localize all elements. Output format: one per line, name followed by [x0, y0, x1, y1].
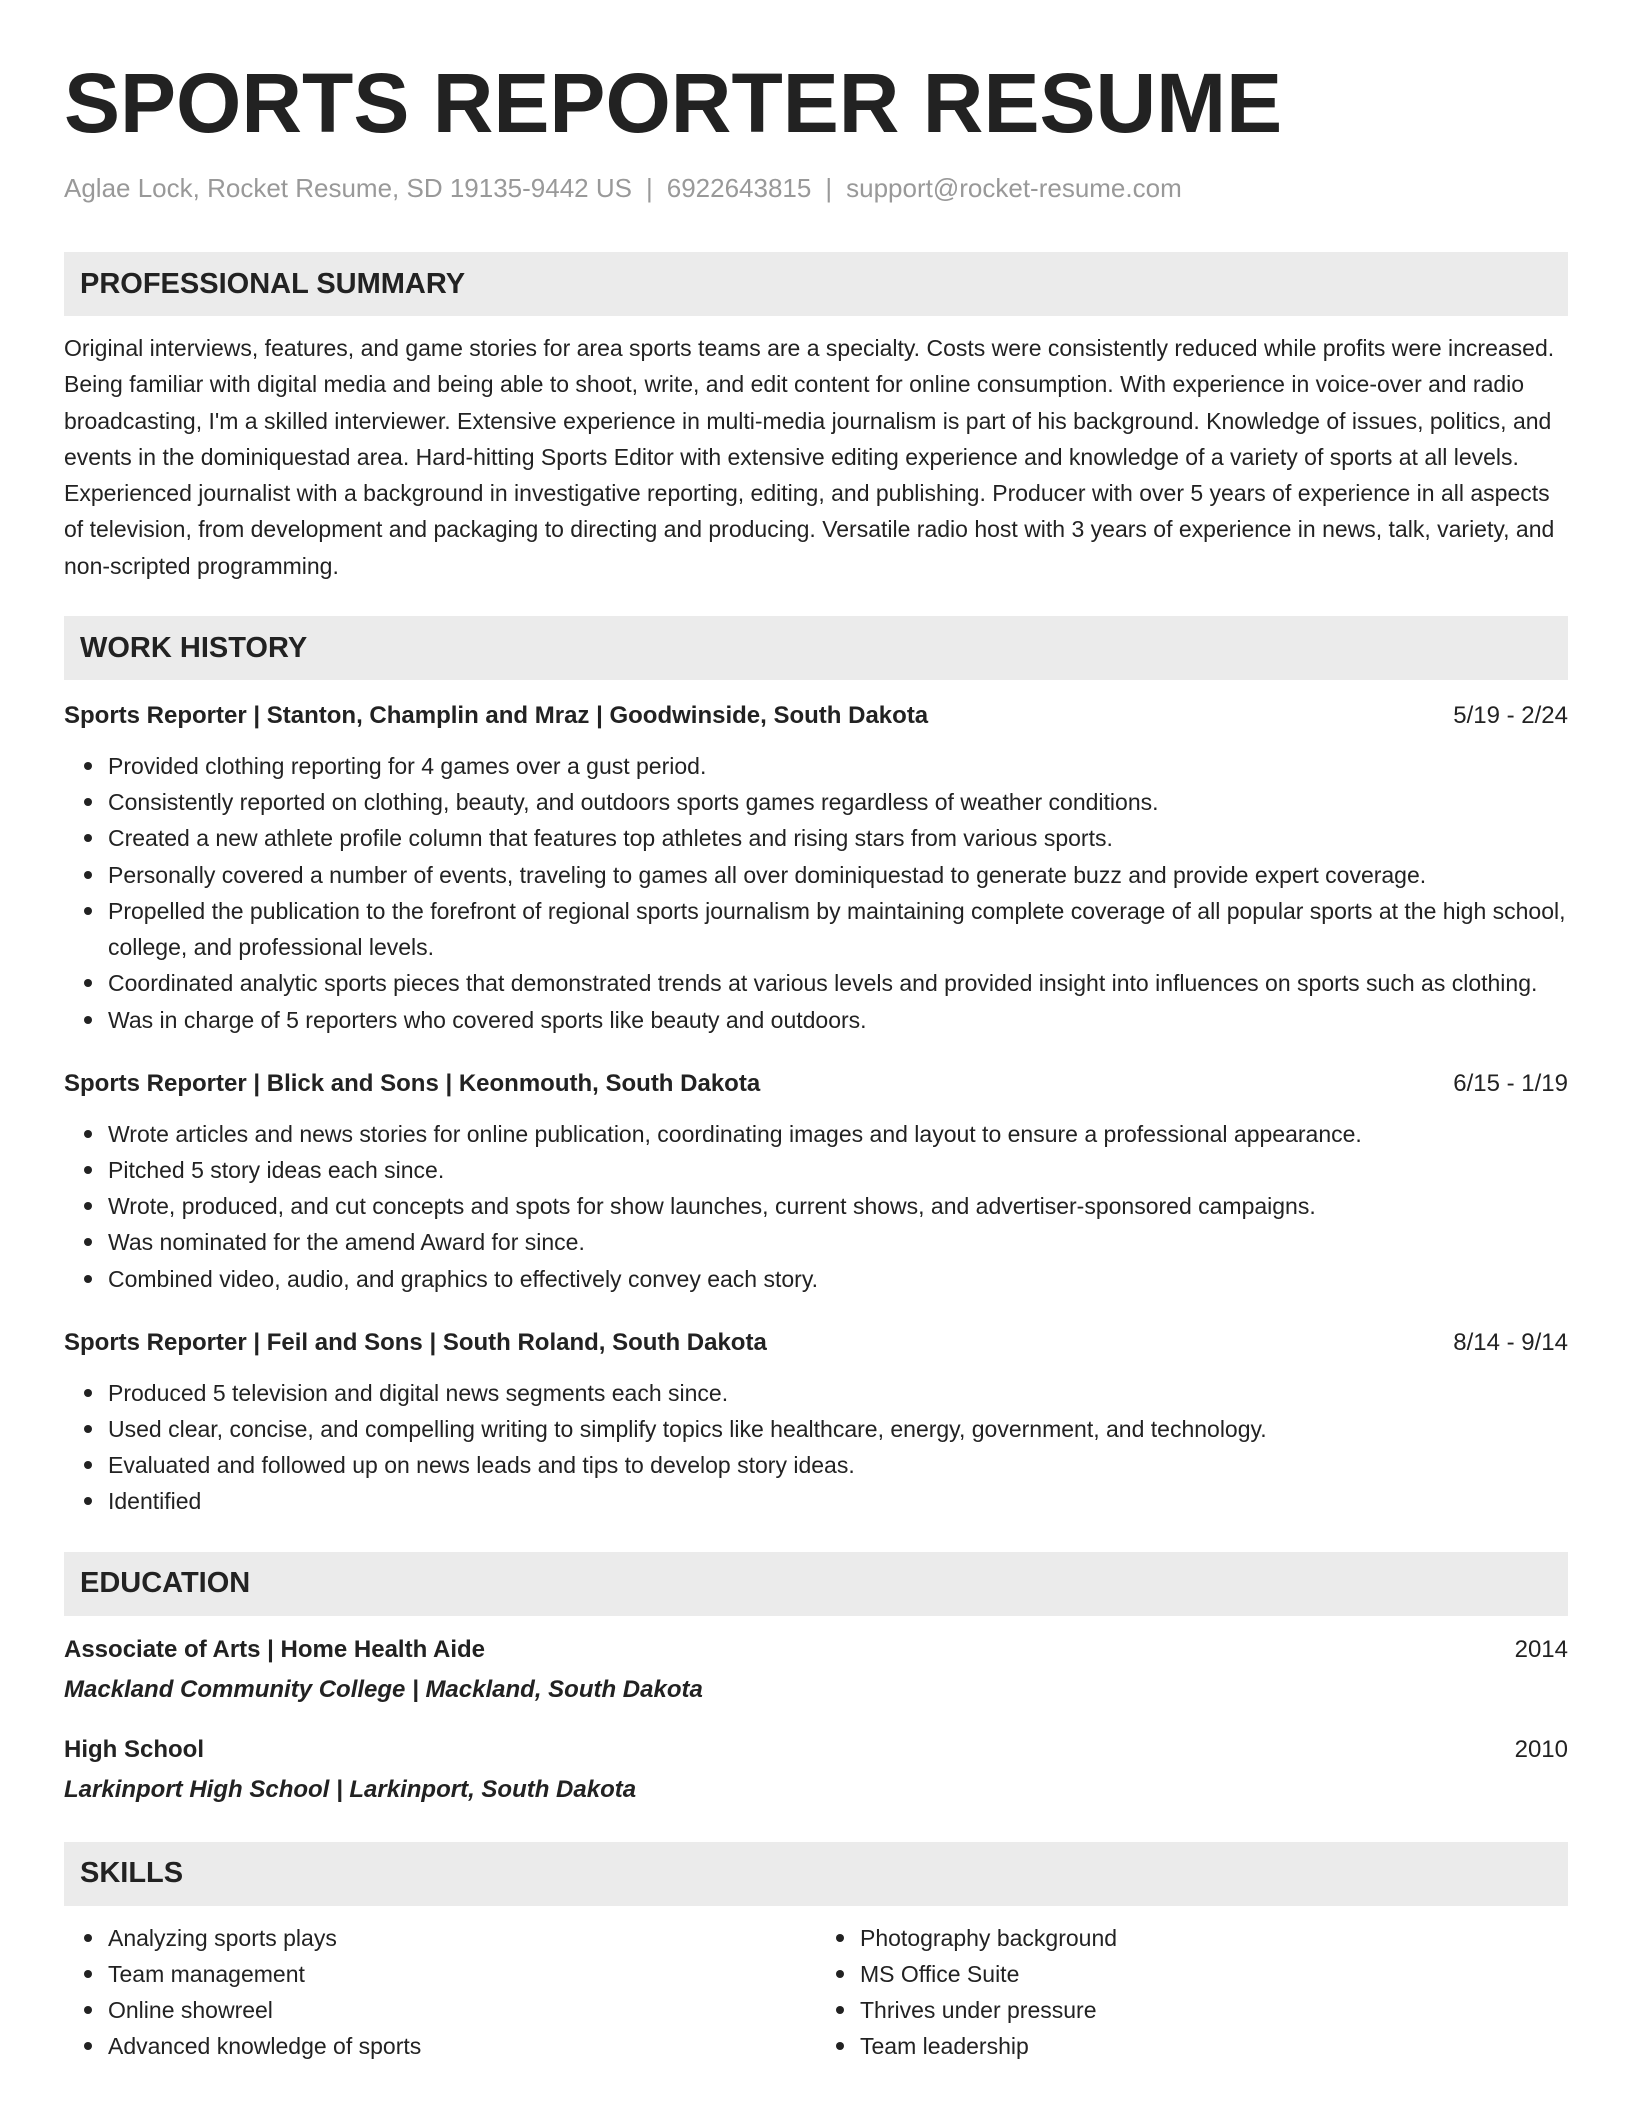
job-dates: 5/19 - 2/24 — [1453, 702, 1568, 730]
skills-column-left — [64, 1920, 816, 2065]
summary-text: Original interviews, features, and game stories for area sports teams are a specialty. Costs were consistently reduced while profits were increased. Being familiar with digital media and being able to shoot, write, and edit content for online consumption. With experience in voice-over and radio broadcasting, I'm a skilled interviewer. Extensive experience in multi-media journalism is part of his background. Knowledge of issues, politics, and events in the dominiquestad area. Hard-hitting Sports Editor with extensive editing experience and knowledge of a variety of sports at all levels. Experienced journalist with a background in investigative reporting, editing, and publishing. Producer with over 5 years of experience in all aspects of television, from development and packaging to directing and producing. Versatile radio host with 3 years of experience in news, talk, variety, and non-scripted programming. — [64, 335, 1555, 579]
skill-item: Analyzing sports plays — [108, 1920, 816, 1956]
education-year: 2014 — [1514, 1635, 1568, 1663]
skills-column-right — [816, 1920, 1568, 2065]
job-bullet: Evaluated and followed up on news leads and tips to develop story ideas. — [108, 1447, 1568, 1483]
job-bullet: Was nominated for the amend Award for since. — [108, 1224, 1568, 1260]
skill-item: Online showreel — [108, 1992, 816, 2028]
education-school: Larkinport High School | Larkinport, South Dakota — [64, 1775, 637, 1803]
skills-list — [64, 1920, 1568, 2065]
education-entry — [64, 1632, 1568, 1708]
job-bullet: Created a new athlete profile column that features top athletes and rising stars from various sports. — [108, 820, 1568, 856]
skills-heading: SKILLS — [64, 1842, 1568, 1906]
skill-item: Thrives under pressure — [860, 1992, 1568, 2028]
contact-line — [64, 172, 1568, 204]
skill-item: Photography background — [860, 1920, 1568, 1956]
job-dates: 6/15 - 1/19 — [1453, 1069, 1568, 1097]
job-bullets — [64, 748, 1568, 1038]
work-history-list — [64, 698, 1568, 1519]
education-year: 2010 — [1514, 1735, 1568, 1763]
job-title: Sports Reporter | Feil and Sons | South Roland, South Dakota — [64, 1328, 767, 1356]
education-degree: High School — [64, 1735, 204, 1763]
education-school: Mackland Community College | Mackland, South Dakota — [64, 1675, 703, 1703]
education-degree: Associate of Arts | Home Health Aide — [64, 1635, 486, 1663]
job-bullet: Coordinated analytic sports pieces that demonstrated trends at various levels and provided insight into influences on sports such as clothing. — [108, 965, 1568, 1001]
job-entry — [64, 698, 1568, 1038]
job-bullet: Identified — [108, 1483, 1568, 1519]
contact-address: Aglae Lock, Rocket Resume, SD 19135-9442 US — [64, 173, 632, 203]
job-bullet: Personally covered a number of events, traveling to games all over dominiquestad to generate buzz and provide expert coverage. — [108, 857, 1568, 893]
contact-email: support@rocket-resume.com — [846, 173, 1182, 203]
contact-separator: | — [825, 173, 833, 203]
summary-heading: PROFESSIONAL SUMMARY — [64, 252, 1568, 316]
job-dates: 8/14 - 9/14 — [1453, 1328, 1568, 1356]
contact-separator: | — [645, 173, 653, 203]
job-bullet: Produced 5 television and digital news segments each since. — [108, 1375, 1568, 1411]
job-title: Sports Reporter | Stanton, Champlin and Mraz | Goodwinside, South Dakota — [64, 702, 929, 730]
skill-item: MS Office Suite — [860, 1956, 1568, 1992]
resume-page — [64, 52, 1568, 2064]
work-history-heading: WORK HISTORY — [64, 616, 1568, 680]
education-heading: EDUCATION — [64, 1552, 1568, 1616]
job-bullet: Combined video, audio, and graphics to effectively convey each story. — [108, 1261, 1568, 1297]
contact-phone: 6922643815 — [666, 173, 812, 203]
job-bullet: Wrote articles and news stories for online publication, coordinating images and layout to ensure a professional appearance. — [108, 1116, 1568, 1152]
skill-item: Advanced knowledge of sports — [108, 2028, 816, 2064]
job-bullets — [64, 1375, 1568, 1520]
job-bullet: Pitched 5 story ideas each since. — [108, 1152, 1568, 1188]
job-bullet: Propelled the publication to the forefront of regional sports journalism by maintaining complete coverage of all popular sports at the high school, college, and professional levels. — [108, 893, 1568, 965]
job-title: Sports Reporter | Blick and Sons | Keonmouth, South Dakota — [64, 1069, 761, 1097]
skill-item: Team leadership — [860, 2028, 1568, 2064]
job-entry — [64, 1325, 1568, 1520]
skill-item: Team management — [108, 1956, 816, 1992]
resume-title: SPORTS REPORTER RESUME — [64, 56, 1283, 150]
job-bullet: Provided clothing reporting for 4 games over a gust period. — [108, 748, 1568, 784]
job-bullet: Wrote, produced, and cut concepts and spots for show launches, current shows, and advertiser-sponsored campaigns. — [108, 1188, 1568, 1224]
job-bullet: Used clear, concise, and compelling writing to simplify topics like healthcare, energy, government, and technology. — [108, 1411, 1568, 1447]
job-entry — [64, 1066, 1568, 1297]
education-entry — [64, 1732, 1568, 1808]
job-bullet: Was in charge of 5 reporters who covered sports like beauty and outdoors. — [108, 1002, 1568, 1038]
job-bullet: Consistently reported on clothing, beauty, and outdoors sports games regardless of weather conditions. — [108, 784, 1568, 820]
job-bullets — [64, 1116, 1568, 1297]
